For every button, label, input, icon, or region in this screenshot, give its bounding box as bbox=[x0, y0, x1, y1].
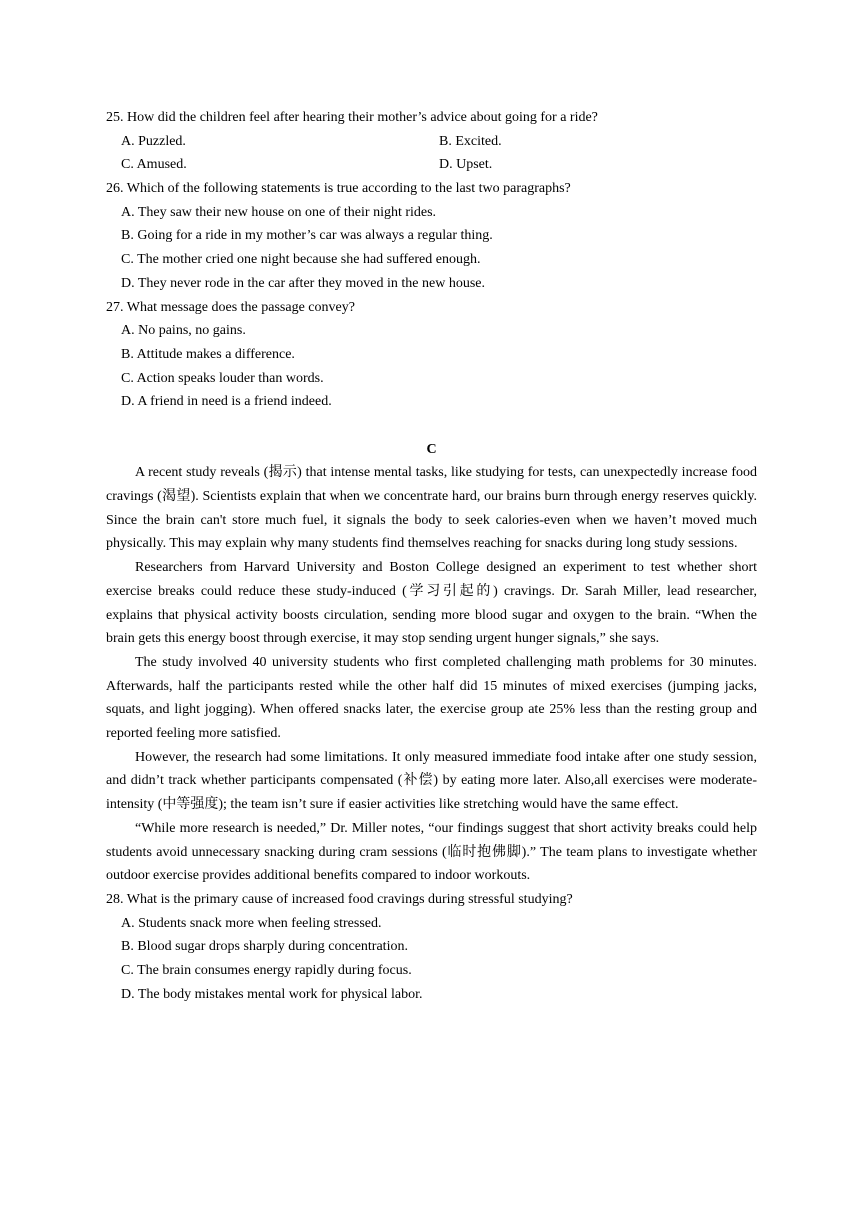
question-25-stem: 25. How did the children feel after hearing their mother’s advice about going for a ride? bbox=[106, 110, 598, 125]
question-28-option-a: A. Students snack more when feeling stressed. bbox=[121, 915, 382, 931]
question-25-option-d: D. Upset. bbox=[439, 157, 493, 173]
question-25-option-a: A. Puzzled. bbox=[121, 133, 186, 149]
question-28-stem: 28. What is the primary cause of increased food cravings during stressful studying? bbox=[106, 891, 573, 907]
question-28-option-c: C. The brain consumes energy rapidly during focus. bbox=[121, 963, 412, 979]
exam-page bbox=[106, 106, 757, 1006]
question-27-option-c: C. Action speaks louder than words. bbox=[121, 370, 324, 386]
question-26-option-b: B. Going for a ride in my mother’s car was always a regular thing. bbox=[121, 228, 493, 244]
question-25-options-row-2 bbox=[106, 153, 757, 177]
question-26-option-a: A. They saw their new house on one of their night rides. bbox=[121, 204, 437, 220]
passage-paragraph-1: A recent study reveals (揭示) that intense mental tasks, like studying for tests, can unexpectedly increase food cravings (渴望). Scientists explain that when we concentrate hard, our brains burn through energy reserves quickly. Since the brain can't store much fuel, it signals the body to seek calories-even when we haven’t moved much physically. This may explain why many students find themselves reaching for snacks during long study sessions. bbox=[106, 465, 757, 552]
question-25-options-row-1 bbox=[106, 130, 757, 154]
passage-paragraph-2: Researchers from Harvard University and Boston College designed an experiment to test whether short exercise breaks could reduce these study-induced (学习引起的) cravings. Dr. Sarah Miller, lead researcher, explains that physical activity boosts circulation, sending more blood sugar and oxygen to the brain. “When the brain gets this energy boost through exercise, it may stop sending urgent hunger signals,” she says. bbox=[106, 560, 757, 647]
question-26-stem: 26. Which of the following statements is true according to the last two paragraphs? bbox=[106, 181, 571, 197]
passage-paragraph-5: “While more research is needed,” Dr. Miller notes, “our findings suggest that short activity breaks could help students avoid unnecessary snacking during cram sessions (临时抱佛脚).” The team plans to investigate whether outdoor exercise provides additional benefits compared to indoor workouts. bbox=[106, 820, 757, 884]
question-26-option-c: C. The mother cried one night because she had suffered enough. bbox=[121, 252, 481, 268]
question-28-option-d: D. The body mistakes mental work for physical labor. bbox=[121, 986, 423, 1002]
section-c-title: C bbox=[426, 441, 437, 457]
question-28-option-b: B. Blood sugar drops sharply during concentration. bbox=[121, 939, 408, 955]
question-25-option-c: C. Amused. bbox=[121, 157, 187, 173]
passage-paragraph-4: However, the research had some limitations. It only measured immediate food intake after one study session, and didn’t track whether participants compensated (补偿) by eating more later. Also,all exercises were moderate-intensity (中等强度); the team isn’t sure if easier activities like stretching would have the same effect. bbox=[106, 749, 757, 813]
question-27-option-a: A. No pains, no gains. bbox=[121, 323, 246, 339]
question-27-option-b: B. Attitude makes a difference. bbox=[121, 346, 295, 362]
question-27-option-d: D. A friend in need is a friend indeed. bbox=[121, 394, 332, 410]
question-26-option-d: D. They never rode in the car after they moved in the new house. bbox=[121, 275, 485, 291]
passage-paragraph-3: The study involved 40 university students who first completed challenging math problems for 30 minutes. Afterwards, half the participants rested while the other half did 15 minutes of mixed exercises (jumping jacks, squats, and light jogging). When offered snacks later, the exercise group ate 25% less than the resting group and reported feeling more satisfied. bbox=[106, 654, 757, 742]
question-27-stem: 27. What message does the passage convey? bbox=[106, 299, 355, 315]
question-25-option-b: B. Excited. bbox=[439, 133, 502, 149]
